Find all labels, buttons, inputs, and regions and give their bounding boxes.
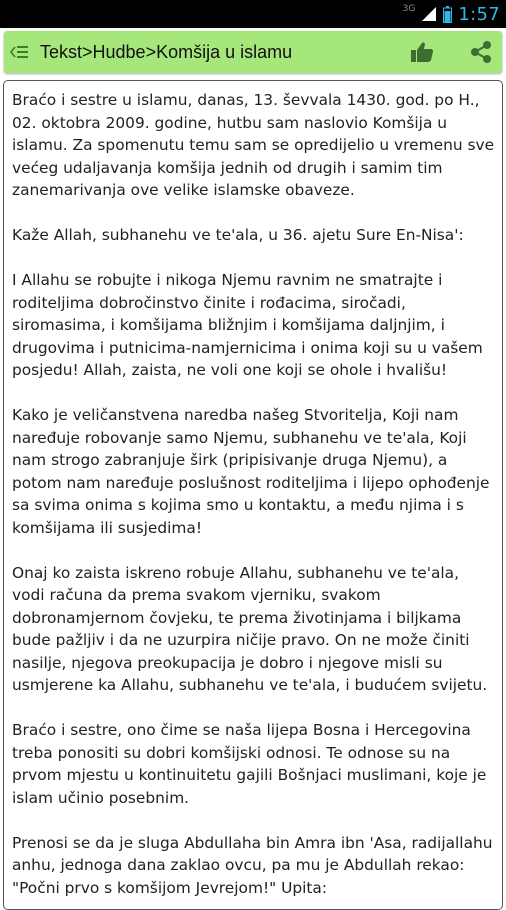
article-paragraph-5: Onaj ko zaista iskreno robuje Allahu, subhanehu ve te'ala, vodi računa da prema svakom vjerniku, svakom dobronamjernom čovjeku, te prema životinjama i biljkama bude pažljiv i da ne uzurpira ničije pravo. On ne može činiti nasilje, njegova preokupacija je dobro i njegove misli su usmjerene ka Allahu, subhanehu ve te'ala, i budućem svijetu. [12, 563, 488, 694]
status-bar [0, 0, 506, 28]
article-paragraph-7: Prenosi se da je sluga Abdullaha bin Amra ibn 'Asa, radijallahu anhu, jednoga dana zaklao ovcu, pa mu je Abdullah rekao: "Počni prvo s komšijom Jevrejom!" Upita: [12, 833, 493, 897]
drawer-toggle-icon[interactable] [10, 43, 30, 61]
share-icon[interactable] [468, 39, 494, 65]
status-time: 1:57 [458, 3, 500, 25]
article-text [12, 89, 496, 910]
thumbs-up-icon[interactable] [409, 40, 435, 64]
action-bar [4, 31, 502, 73]
battery-icon [443, 6, 452, 23]
article-paragraph-1: Braćo i sestre u islamu, danas, 13. ševvala 1430. god. po H., 02. oktobra 2009. godine, hutbu sam naslovio Komšija u islamu. Za spomenutu temu sam se opredijelio u vremenu sve većeg udaljavanja komšija jednih od drugih i samim tim zanemarivanja ove velike islamske obaveze. [12, 91, 495, 199]
page-title: Tekst>Hudbe>Komšija u islamu [40, 42, 293, 62]
network-type-label: 3G [402, 4, 416, 14]
article-card[interactable] [3, 80, 503, 910]
article-paragraph-3: I Allahu se robujte i nikoga Njemu ravnim ne smatrajte i roditeljima dobročinstvo činite i rođacima, siročadi, siromasima, i komšijama bližnjim i komšijama daljnjim, i drugovima i putnicima-namjernicima i onima koji su u vašem posjedu! Allah, zaista, ne voli one koji se ohole i hvališu! [12, 271, 483, 379]
article-paragraph-4: Kako je veličanstvena naredba našeg Stvoritelja, Koji nam naređuje robovanje samo Njemu, subhanehu ve te'ala, Koji nam strogo zabranjuje širk (pripisivanje druga Njemu), a potom nam naređuje poslušnost roditeljima i lijepo ophođenje sa svima onima s kojima smo u kontaktu, a među njima i s komšijama ili susjedima! [12, 406, 490, 537]
article-paragraph-2: Kaže Allah, subhanehu ve te'ala, u 36. ajetu Sure En-Nisa': [12, 226, 464, 244]
signal-icon [421, 6, 437, 22]
article-paragraph-6: Braćo i sestre, ono čime se naša lijepa Bosna i Hercegovina treba ponositi su dobri komšijski odnosi. Te odnose su na prvom mjestu u kontinuitetu gajili Bošnjaci muslimani, koje je islam učinio posebnim. [12, 721, 487, 807]
status-icons [403, 0, 500, 28]
